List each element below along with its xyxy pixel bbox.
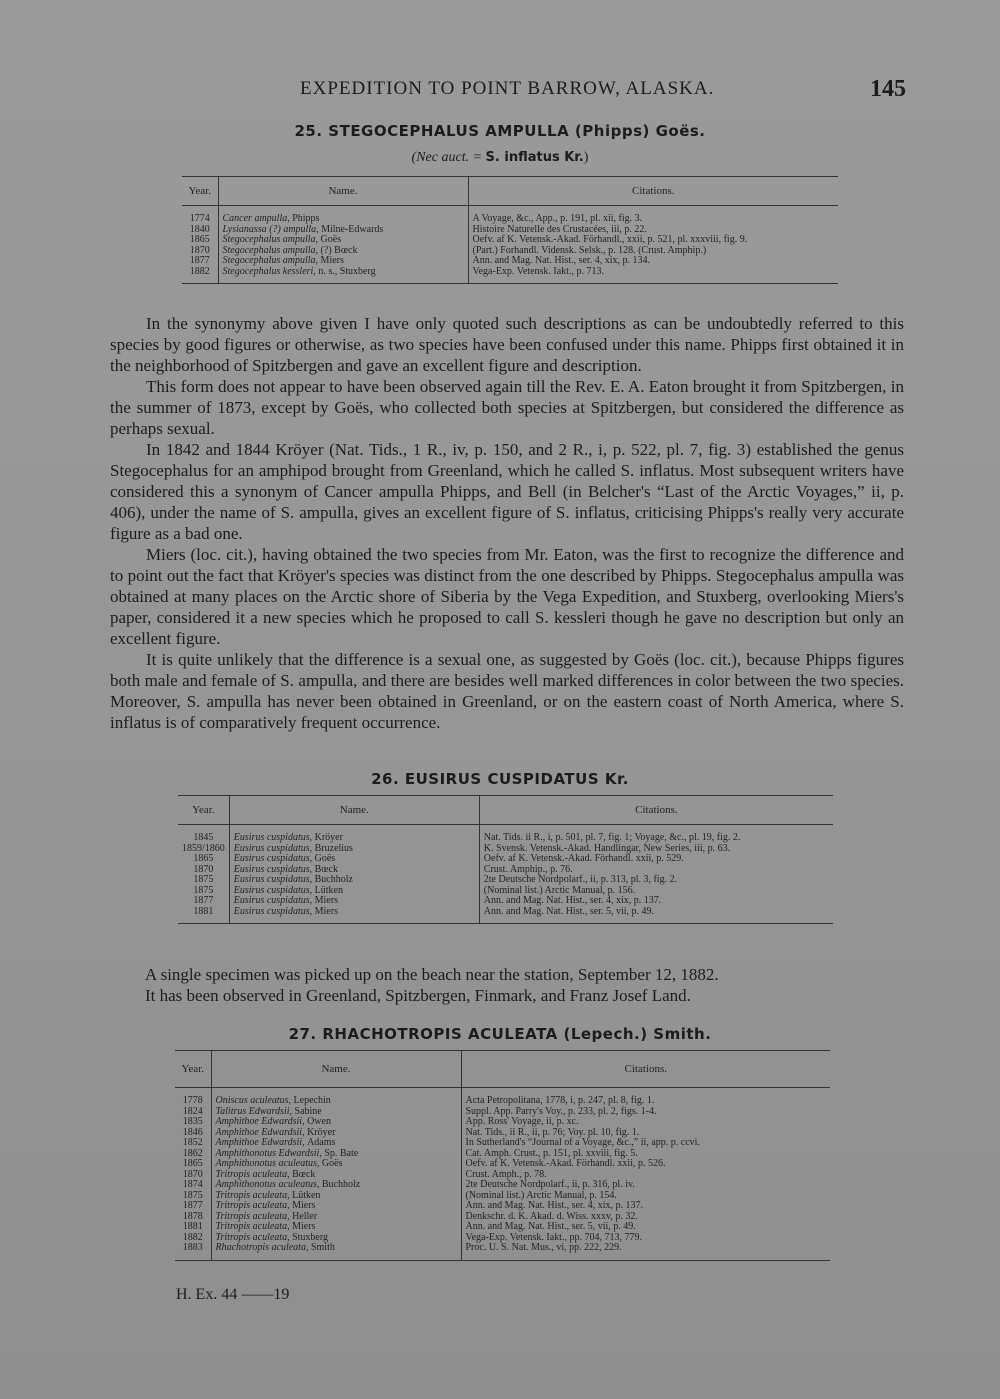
taxon-name: Amphithonotus aculeatus,	[215, 1179, 320, 1190]
taxon-author: Bruzelius	[314, 842, 353, 854]
col-year: Year.	[182, 177, 218, 206]
year-cell: 1835	[175, 1117, 211, 1128]
year-cell: 1878	[175, 1212, 211, 1223]
taxon-author: Heller	[292, 1210, 318, 1222]
citation-cell: Acta Petropolitana, 1778, i, p. 247, pl. 8, fig. 1.	[465, 1095, 655, 1106]
citation-cell: (Nominal list.) Arctic Manual, p. 156.	[483, 884, 636, 896]
citation-cell: 2te Deutsche Nordpolarf., ii, p. 316, pl. iv.	[465, 1179, 635, 1190]
year-cell: 1875	[178, 886, 229, 897]
taxon-name: Eusirus cuspidatus,	[233, 853, 313, 864]
year-cell: 1846	[175, 1128, 211, 1139]
citation-cell: Oefv. af K. Vetensk.-Akad. Förhandl., xxii, p. 521, pl. xxxviii, fig. 9.	[472, 234, 748, 245]
citation-cell: Cat. Amph. Crust., p. 151, pl. xxviii, fig. 5.	[465, 1147, 638, 1159]
taxon-author: Miers	[314, 895, 338, 906]
year-cell: 1862	[175, 1149, 211, 1160]
citation-cell: Oefv. af K. Vetensk.-Akad. Förhandl. xxii, p. 526.	[465, 1158, 666, 1169]
year-cell: 1883	[175, 1243, 211, 1260]
year-cell: 1778	[175, 1088, 211, 1107]
taxon-author: Smith	[310, 1242, 335, 1253]
section-25-title: 25. STEGOCEPHALUS AMPULLA (Phipps) Goës.	[294, 122, 706, 140]
section-25-subtitle	[0, 150, 1000, 166]
name-cell	[229, 825, 479, 844]
taxon-name: Amphithoe Edwardsii,	[215, 1137, 305, 1148]
citation-cell: Histoire Naturelle des Crustacées, iii, p. 22.	[472, 223, 647, 235]
name-cell	[211, 1088, 461, 1107]
taxon-name: Eusirus cuspidatus,	[233, 874, 313, 885]
col-name: Name.	[211, 1051, 461, 1088]
citation-cell: Crust. Amphip., p. 76.	[483, 863, 573, 875]
taxon-name: Stegocephalus kessleri,	[222, 265, 316, 277]
signature-mark: H. Ex. 44 ——19	[176, 1286, 290, 1303]
taxon-name: Tritropis aculeata,	[215, 1168, 290, 1180]
taxon-author: Bœck	[314, 863, 338, 875]
col-citations: Citations.	[461, 1051, 830, 1088]
taxon-author: Lepechin	[293, 1095, 331, 1106]
citation-cell: Ann. and Mag. Nat. Hist., ser. 5, vii, p. 49.	[465, 1221, 636, 1232]
taxon-author: Milne-Edwards	[321, 223, 384, 235]
synonymy-table-27	[175, 1050, 830, 1261]
year-cell: 1870	[182, 246, 218, 257]
taxon-author: Buchholz	[314, 874, 353, 885]
taxon-author: n. s., Stuxberg	[318, 265, 376, 277]
taxon-name: Amphithonotus aculeatus,	[215, 1158, 320, 1169]
col-citations: Citations.	[479, 796, 833, 825]
name-cell	[218, 267, 468, 284]
paragraph-2: This form does not appear to have been observed again till the Rev. E. A. Eaton brought it from Spitzbergen, in the summer of 1873, except by Goës, who collected both species at Spitzbergen, but considered the difference as perhaps sexual.	[110, 377, 904, 438]
citation-cell: Ann. and Mag. Nat. Hist., ser. 4, xix, p. 137.	[465, 1200, 643, 1211]
year-cell: 1870	[178, 865, 229, 876]
taxon-name: Eusirus cuspidatus,	[233, 905, 313, 917]
taxon-name: Tritropis aculeata,	[215, 1221, 290, 1232]
citation-cell: Ann. and Mag. Nat. Hist., ser. 5, vii, p. 49.	[483, 905, 655, 917]
taxon-author: Lütken	[292, 1189, 321, 1201]
year-cell: 1875	[178, 875, 229, 886]
table-row	[178, 907, 833, 924]
year-cell: 1877	[178, 896, 229, 907]
citation-cell: Suppl. App. Parry's Voy., p. 233, pl. 2, figs. 1-4.	[465, 1105, 657, 1117]
taxon-name: Stegocephalus ampulla,	[222, 244, 319, 256]
year-cell: 1877	[175, 1201, 211, 1212]
taxon-author: Sp. Bate	[324, 1147, 359, 1159]
citation-cell: App. Ross' Voyage, ii, p. xc.	[465, 1116, 579, 1127]
taxon-name: Tritropis aculeata,	[215, 1200, 290, 1211]
citation-cell: (Nominal list.) Arctic Manual, p. 154.	[465, 1189, 617, 1201]
taxon-author: Sabine	[294, 1105, 322, 1117]
year-cell: 1877	[182, 256, 218, 267]
paragraph-3: In 1842 and 1844 Kröyer (Nat. Tids., 1 R., iv, p. 150, and 2 R., i, p. 522, pl. 7, fig. 3) established the genus Stegocephalus for an amphipod brought from Greenland, which he called S. inflatus. Most subsequent writers have considered this a synonym of Cancer ampulla Phipps, and Bell (in Belcher's “Last of the Arctic Voyages,” ii, p. 406), under the name of S. ampulla, gives an excellent figure of S. inflatus, criticising Phipps's really very accurate figure as a bad one.	[110, 440, 904, 543]
taxon-name: Stegocephalus ampulla,	[222, 255, 319, 266]
taxon-name: Oniscus aculeatus,	[215, 1095, 292, 1106]
section-26-title: 26. EUSIRUS CUSPIDATUS Kr.	[371, 770, 629, 788]
taxon-author: Miers	[320, 255, 344, 266]
citation-cell: In Sutherland's “Journal of a Voyage, &c.,” ii, app. p. ccvi.	[465, 1137, 700, 1148]
year-cell: 1875	[175, 1191, 211, 1202]
citation-cell: Proc. U. S. Nat. Mus., vi, pp. 222, 229.	[465, 1242, 622, 1253]
col-name: Name.	[229, 796, 479, 825]
taxon-name: Eusirus cuspidatus,	[233, 863, 313, 875]
taxon-name: Lysianassa (?) ampulla,	[222, 223, 319, 235]
taxon-name: Eusirus cuspidatus,	[233, 842, 313, 854]
taxon-author: Kröyer	[314, 832, 343, 843]
citation-cell: K. Svensk. Vetensk.-Akad. Handlingar, New Series, iii, p. 63.	[483, 842, 731, 854]
taxon-name: Amphithonotus Edwardsii,	[215, 1147, 322, 1159]
name-cell	[229, 907, 479, 924]
table-row	[175, 1243, 830, 1260]
taxon-name: Eusirus cuspidatus,	[233, 884, 313, 896]
subtitle-prefix: (Nec auct. =	[411, 150, 486, 165]
citation-cell: 2te Deutsche Nordpolarf., ii, p. 313, pl. 3, fig. 2.	[483, 874, 678, 885]
taxon-name: Amphithoe Edwardsii,	[215, 1126, 305, 1138]
name-cell	[211, 1243, 461, 1260]
page-number: 145	[870, 76, 906, 102]
table-row	[178, 825, 833, 844]
col-citations: Citations.	[468, 177, 838, 206]
taxon-author: Miers	[314, 905, 338, 917]
name-cell	[218, 206, 468, 225]
section-27-title: 27. RHACHOTROPIS ACULEATA (Lepech.) Smith.	[288, 1025, 712, 1043]
taxon-name: Stegocephalus ampulla,	[222, 234, 319, 245]
citation-cell: Nat. Tids. ii R., i, p. 501, pl. 7, fig. 1; Voyage, &c., pl. 19, fig. 2.	[483, 832, 741, 843]
discussion-text	[110, 313, 904, 733]
table-row	[182, 267, 838, 284]
taxon-name: Tritropis aculeata,	[215, 1189, 290, 1201]
taxon-author: Stuxberg	[292, 1231, 329, 1243]
year-cell: 1865	[175, 1159, 211, 1170]
taxon-name: Eusirus cuspidatus,	[233, 832, 313, 843]
taxon-author: Buchholz	[321, 1179, 361, 1190]
taxon-author: Lütken	[314, 884, 343, 896]
year-cell: 1852	[175, 1138, 211, 1149]
year-cell: 1865	[178, 854, 229, 865]
citation-cell: Ann. and Mag. Nat. Hist., ser. 4, xix, p. 137.	[483, 895, 662, 906]
citation-cell: Nat. Tids., ii R., ii, p. 76; Voy. pl. 10, fig. 1.	[465, 1126, 640, 1138]
col-year: Year.	[175, 1051, 211, 1088]
citation-cell: Vega-Exp. Vetensk. Iakt., p. 713.	[472, 265, 604, 277]
observation-note	[145, 964, 845, 1006]
year-cell: 1840	[182, 225, 218, 236]
taxon-author: Goës	[314, 853, 336, 864]
paragraph-1: In the synonymy above given I have only quoted such descriptions as can be undoubtedly referred to this species by good figures or otherwise, as two species have been confused under this name. Phipps first obtained it in the neighborhood of Spitzbergen and gave an excellent figure and description.	[110, 314, 904, 375]
year-cell: 1881	[175, 1222, 211, 1233]
taxon-author: Owen	[307, 1116, 331, 1127]
col-year: Year.	[178, 796, 229, 825]
year-cell: 1845	[178, 825, 229, 844]
year-cell: 1859/1860	[178, 844, 229, 855]
year-cell: 1774	[182, 206, 218, 225]
col-name: Name.	[218, 177, 468, 206]
year-cell: 1865	[182, 235, 218, 246]
taxon-name: Talitrus Edwardsii,	[215, 1105, 293, 1117]
taxon-author: Adams	[307, 1137, 336, 1148]
taxon-author: Goës	[321, 1158, 343, 1169]
citation-cell: Denkschr. d. K. Akad. d. Wiss. xxxv, p. 32.	[465, 1210, 638, 1222]
taxon-name: Cancer ampulla,	[222, 213, 290, 224]
year-cell: 1882	[182, 267, 218, 284]
observation-line-1: A single specimen was picked up on the beach near the station, September 12, 1882.	[145, 965, 719, 984]
table-row	[175, 1088, 830, 1107]
paragraph-4: Miers (loc. cit.), having obtained the two species from Mr. Eaton, was the first to recognize the difference and to point out the fact that Kröyer's species was distinct from the one described by Phipps. Stegocephalus ampulla was obtained at many places on the Arctic shore of Siberia by the Vega Expedition, and Stuxberg, overlooking Miers's paper, considered it a new species which he proposed to call S. kessleri though he gave no description but only an excellent figure.	[110, 545, 904, 648]
running-head: EXPEDITION TO POINT BARROW, ALASKA.	[300, 78, 715, 99]
year-cell: 1882	[175, 1233, 211, 1244]
taxon-name: Eusirus cuspidatus,	[233, 895, 313, 906]
taxon-name: Tritropis aculeata,	[215, 1210, 290, 1222]
taxon-author: Kröyer	[307, 1126, 336, 1138]
subtitle-bold: S. inflatus Kr.	[485, 150, 584, 165]
subtitle-suffix: )	[583, 150, 589, 165]
citation-cell: Ann. and Mag. Nat. Hist., ser. 4, xix, p. 134.	[472, 255, 650, 266]
citation-cell: Vega-Exp. Vetensk. Iakt., pp. 704, 713, 779.	[465, 1231, 642, 1243]
citation-cell: Crust. Amph., p. 78.	[465, 1168, 547, 1180]
citation-cell: Oefv. af K. Vetensk.-Akad. Förhandl. xxii, p. 529.	[483, 853, 684, 864]
taxon-author: Goës	[320, 234, 342, 245]
taxon-author: Miers	[292, 1200, 316, 1211]
citation-cell: A Voyage, &c., App., p. 191, pl. xii, fig. 3.	[472, 213, 643, 224]
taxon-author: Miers	[292, 1221, 316, 1232]
taxon-name: Amphithoe Edwardsii,	[215, 1116, 305, 1127]
observation-line-2: It has been observed in Greenland, Spitzbergen, Finmark, and Franz Josef Land.	[145, 986, 691, 1005]
taxon-author: Bœck	[292, 1168, 316, 1180]
year-cell: 1824	[175, 1107, 211, 1118]
taxon-author: Phipps	[292, 213, 320, 224]
taxon-author: (?) Bœck	[320, 244, 358, 256]
year-cell: 1870	[175, 1170, 211, 1181]
paragraph-5: It is quite unlikely that the difference is a sexual one, as suggested by Goës (loc. cit.), because Phipps figures both male and female of S. ampulla, and there are besides well marked differences in color between the two species. Moreover, S. ampulla has never been obtained in Greenland, or on the eastern coast of North America, where S. inflatus is of comparatively frequent occurrence.	[110, 650, 904, 732]
year-cell: 1881	[178, 907, 229, 924]
taxon-name: Rhachotropis aculeata,	[215, 1242, 309, 1253]
table-row	[182, 206, 838, 225]
citation-cell: (Part.) Forhandl. Vidensk. Selsk., p. 128. (Crust. Amphip.)	[472, 244, 707, 256]
synonymy-table-25	[182, 176, 838, 284]
year-cell: 1874	[175, 1180, 211, 1191]
taxon-name: Tritropis aculeata,	[215, 1231, 290, 1243]
synonymy-table-26	[178, 795, 833, 924]
